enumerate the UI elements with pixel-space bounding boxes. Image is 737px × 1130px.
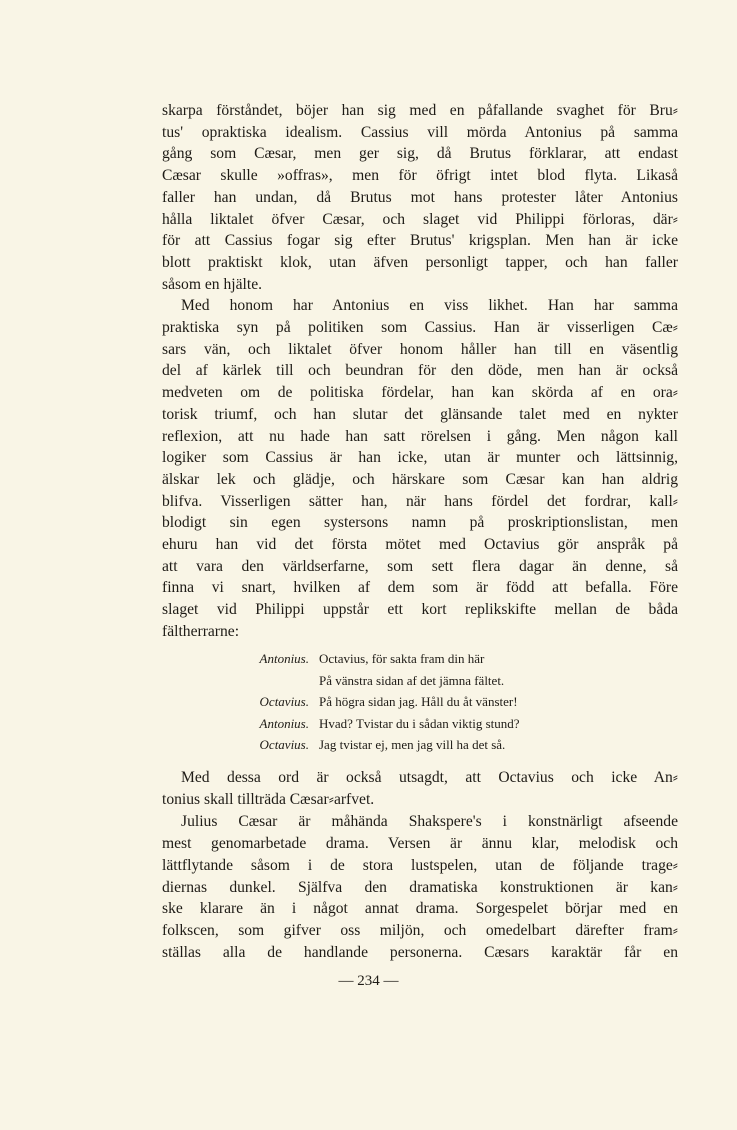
body-text-lower [162,767,678,964]
text-line: finna vi snart, hvilken af dem som är född att befalla. Före [162,579,678,597]
speaker-name: Antonius. [259,651,309,666]
text-line: praktiska syn på politiken som Cassius. Han är visserligen Cæ⸗ [162,319,678,337]
speech-line: På vänstra sidan af det jämna fältet. [319,672,505,688]
text-line: ske klarare än i något annat drama. Sorgespelet börjar med en [162,900,678,918]
text-line: blifva. Visserligen sätter han, när hans fördel det fordrar, kall⸗ [162,492,678,510]
text-line: såsom en hjälte. [162,275,263,293]
text-line: folkscen, som gifver oss miljön, och omedelbart därefter fram⸗ [162,922,678,940]
text-line: slaget vid Philippi uppstår ett kort replikskifte mellan de båda [162,601,678,619]
speech-line: Octavius, för sakta fram din här [319,651,485,666]
text-line: reflexion, att nu hade han satt rörelsen i gång. Men någon kall [162,427,678,445]
text-line: blott praktiskt klok, utan äfven personligt tapper, och han faller [162,253,678,271]
text-line: Med honom har Antonius en viss likhet. Han har samma [181,297,678,315]
text-line: ställas alla de handlande personerna. Cæsars karaktär får en [162,944,678,962]
text-line: torisk triumf, och han slutar det glänsande talet med en nykter [162,405,678,423]
speaker-name: Antonius. [259,715,309,731]
text-line: tonius skall tillträda Cæsar⸗arfvet. [162,790,375,808]
dialogue-row [162,691,678,713]
speaker-name: Octavius. [259,694,309,710]
speech-line: På högra sidan jag. Håll du åt vänster! [319,694,518,710]
text-line: Julius Cæsar är måhända Shakspere's i konstnärligt afseende [181,812,678,830]
body-text-upper [162,100,678,643]
text-line: sars vän, och liktalet öfver honom håller han till en väsentlig [162,340,678,358]
dialogue-row [162,713,678,735]
text-line: att vara den världserfarne, som sett flera dagar än denne, så [162,557,678,575]
dialogue-row [162,734,678,756]
text-line: blodigt sin egen systersons namn på proskriptionslistan, men [162,514,678,532]
text-line: skarpa förståndet, böjer han sig med en påfallande svaghet för Bru⸗ [162,102,678,119]
dialogue-row [162,648,678,670]
text-line: faller han undan, då Brutus mot hans protester låter Antonius [162,188,678,206]
text-line: mest genomarbetade drama. Versen är ännu klar, melodisk och [162,834,678,852]
speaker-name: Octavius. [259,737,309,753]
text-line: ehuru han vid det första mötet med Octavius gör anspråk på [162,536,678,554]
text-line: hålla liktalet öfver Cæsar, och slaget vid Philippi förloras, där⸗ [162,210,678,228]
text-line: älskar lek och glädje, och härskare som Cæsar kan han aldrig [162,470,678,488]
text-line: gång som Cæsar, men ger sig, då Brutus förklarar, att endast [162,145,678,163]
text-line: Cæsar skulle »offras», men för öfrigt intet blod flyta. Likaså [162,167,678,185]
text-line: för att Cassius fogar sig efter Brutus' krigsplan. Men han är icke [162,232,678,250]
dialogue-row [162,670,678,692]
text-line: fältherrarne: [162,622,240,640]
speaker-name [162,670,319,692]
speech-line: Jag tvistar ej, men jag vill ha det så. [319,737,506,753]
text-line: lättflytande såsom i de stora lustspelen, utan de följande trage⸗ [162,856,678,874]
page-number: — 234 — [338,973,399,989]
dialogue-excerpt [162,648,678,756]
text-line: tus' opraktiska idealism. Cassius vill mörda Antonius på samma [162,123,678,141]
text-line: logiker som Cassius är han icke, utan är munter och lättsinnig, [162,449,678,467]
text-line: diernas dunkel. Själfva den dramatiska konstruktionen är kan⸗ [162,878,678,896]
speech-line: Hvad? Tvistar du i sådan viktig stund? [319,715,520,731]
text-line: Med dessa ord är också utsagdt, att Octavius och icke An⸗ [181,769,678,786]
text-line: del af kärlek till och beundran för den döde, men han är också [162,362,678,380]
text-line: medveten om de politiska fördelar, han kan skörda af en ora⸗ [162,384,678,402]
